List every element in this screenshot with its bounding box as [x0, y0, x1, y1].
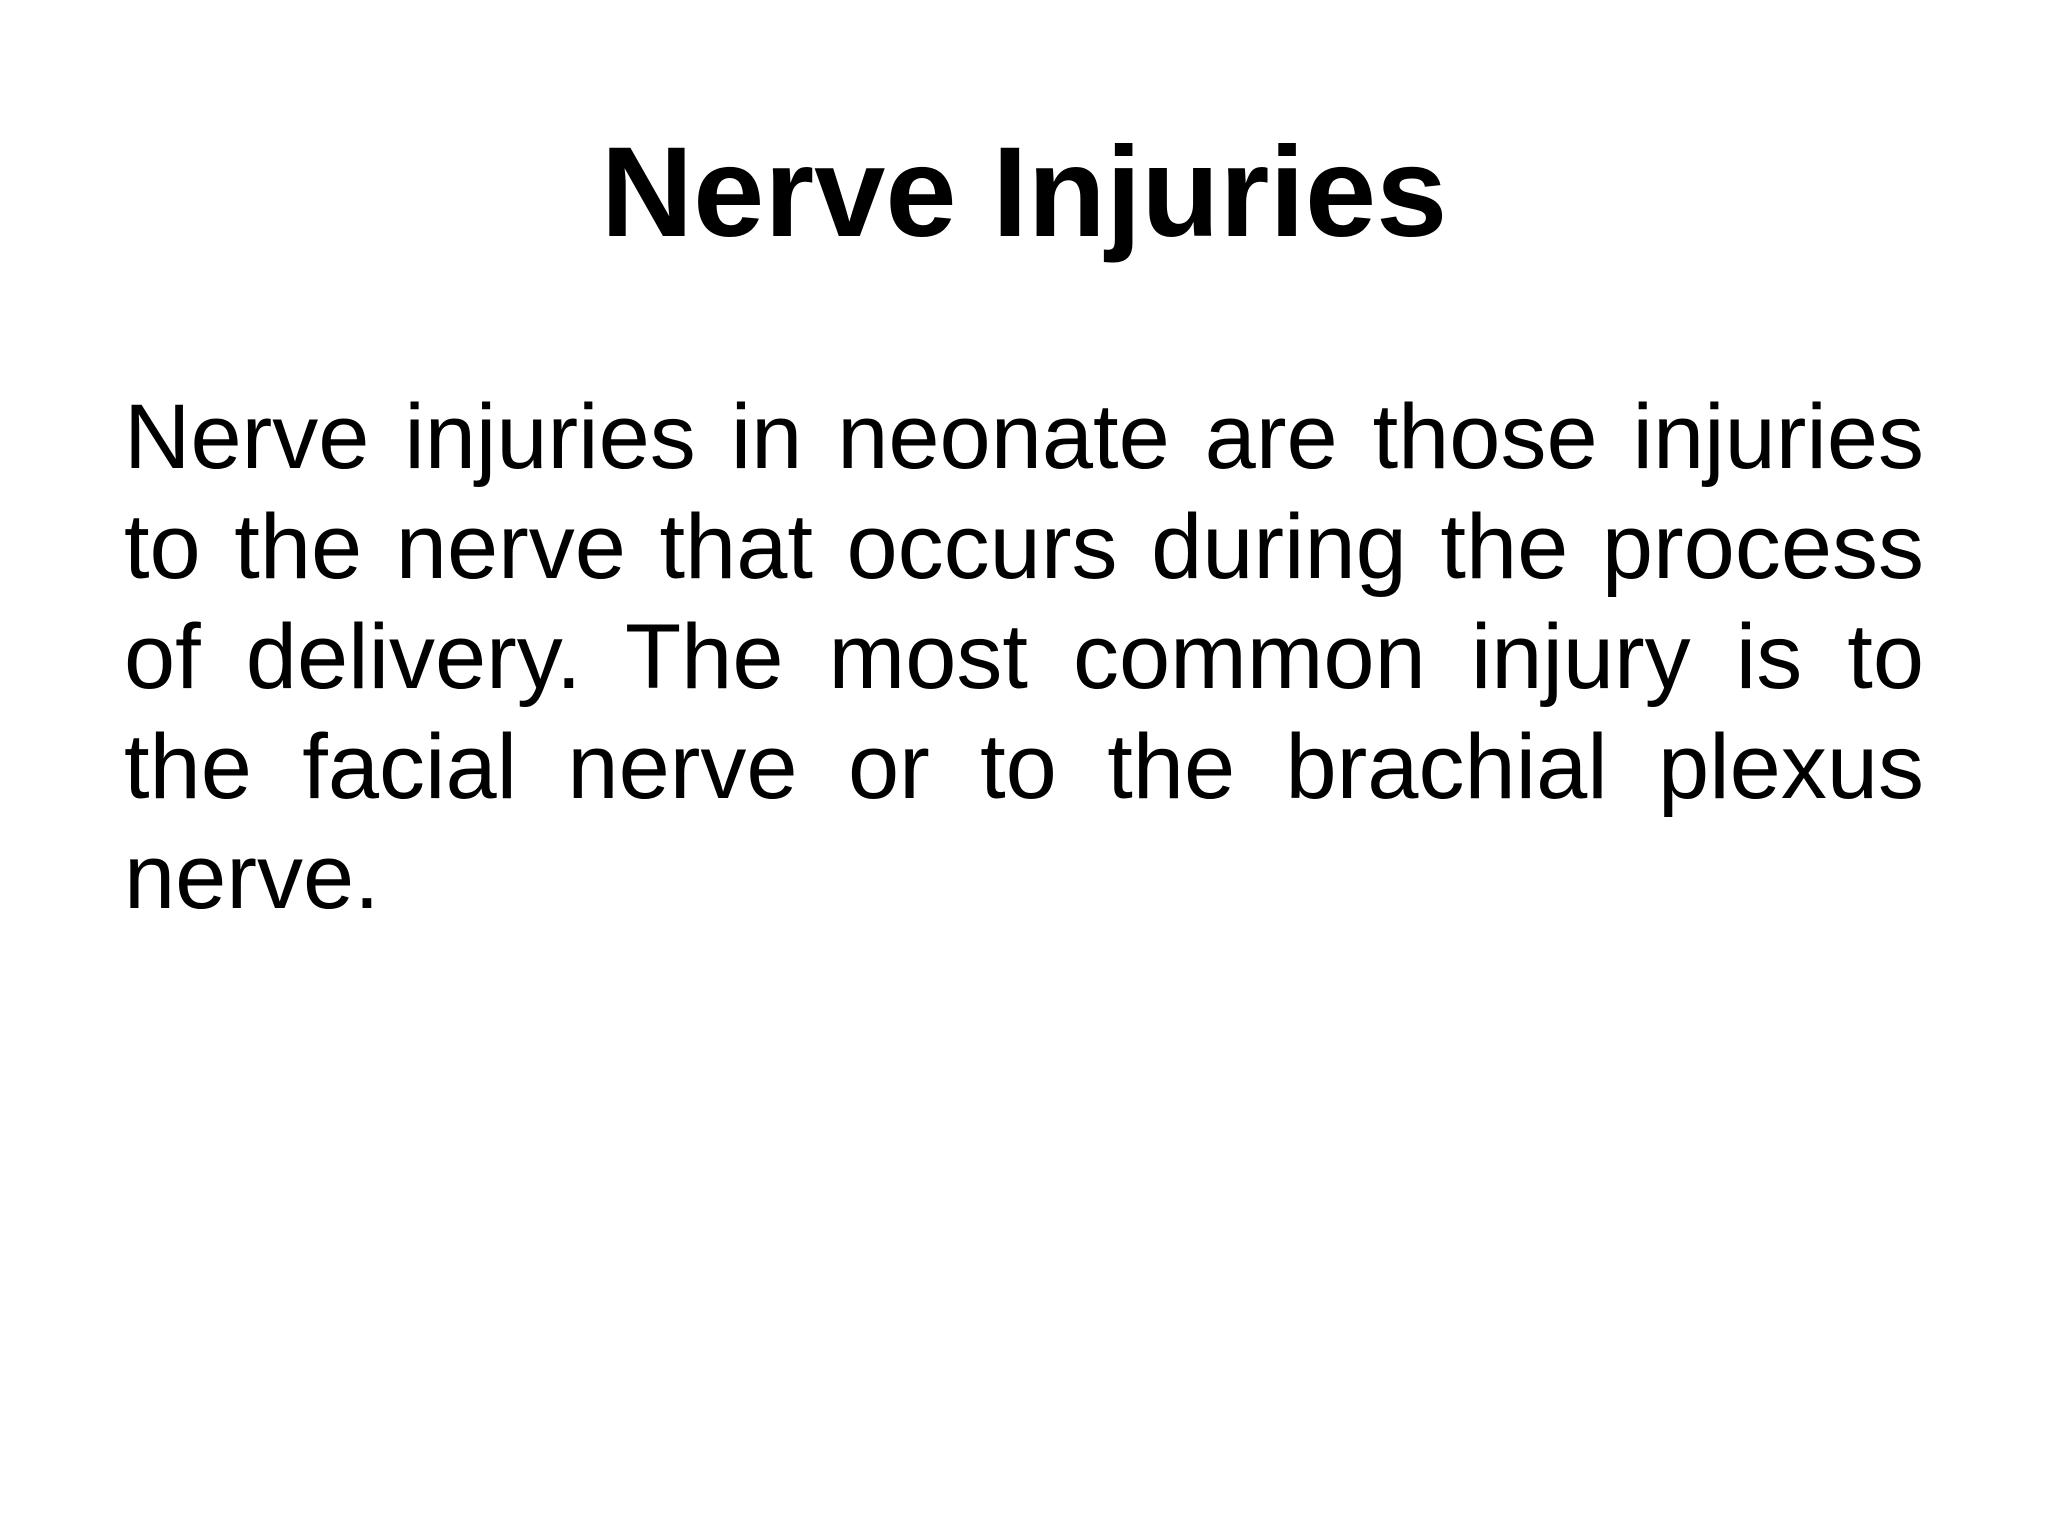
slide-title: Nerve Injuries — [600, 121, 1448, 264]
slide-body-text: Nerve injuries in neonate are those injuries to the nerve that occurs during the process of delivery. The most common injury is to the facial nerve or to the brachial plexus nerve. — [124, 386, 1924, 928]
